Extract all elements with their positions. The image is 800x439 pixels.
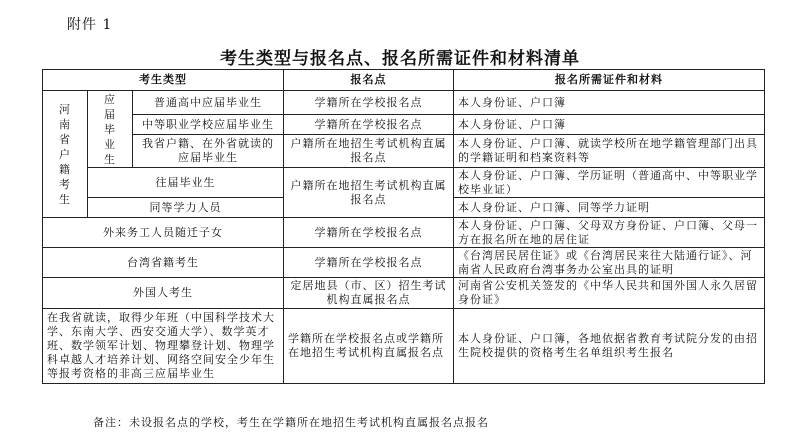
location-cell: 学籍所在学校报名点 [284, 248, 454, 278]
header-materials: 报名所需证件和材料 [454, 70, 765, 91]
table-row [43, 248, 765, 278]
attachment-label: 附件 1 [67, 17, 113, 33]
location-cell: 户籍所在地招生考试机构直属报名点 [284, 168, 454, 218]
table-row [43, 91, 765, 115]
henan-group-label: 河 南 省 户 籍 考 生 [43, 91, 88, 218]
type-cell: 在我省就读，取得少年班（中国科学技术大学、东南大学、西安交通大学）、数学英才班、数学领军计划、物理攀登计划、物理学科卓越人才培养计划、网络空间安全少年生等报考资格的非高三应届毕业生 [43, 309, 284, 384]
type-cell: 普通高中应届毕业生 [133, 91, 284, 115]
location-cell: 学籍所在学校报名点 [284, 91, 454, 115]
type-cell: 外国人考生 [43, 278, 284, 309]
location-cell: 户籍所在地招生考试机构直属报名点 [284, 135, 454, 168]
table-row [43, 168, 765, 198]
location-cell: 学籍所在学校报名点或学籍所在地招生考试机构直属报名点 [284, 309, 454, 384]
materials-cell: 本人身份证、户口簿、父母双方身份证、户口簿、父母一方在报名所在地的居住证 [454, 218, 765, 248]
materials-cell: 本人身份证、户口簿、学历证明（普通高中、中等职业学校毕业证） [454, 168, 765, 198]
header-type: 考生类型 [43, 70, 284, 91]
footnote: 备注：未设报名点的学校，考生在学籍所在地招生考试机构直属报名点报名 [93, 416, 489, 429]
type-cell: 外来务工人员随迁子女 [43, 218, 284, 248]
table-header-row [43, 70, 765, 91]
materials-cell: 本人身份证、户口簿、同等学力证明 [454, 198, 765, 218]
materials-cell: 本人身份证、户口簿 [454, 91, 765, 115]
materials-cell: 本人身份证、户口簿、就读学校所在地学籍管理部门出具的学籍证明和档案资料等 [454, 135, 765, 168]
type-cell: 往届毕业生 [88, 168, 284, 198]
table-row [43, 115, 765, 135]
table-row [43, 135, 765, 168]
materials-cell: 本人身份证、户口簿 [454, 115, 765, 135]
fresh-graduate-group-label: 应 届 毕 业 生 [88, 91, 133, 168]
materials-cell: 河南省公安机关签发的《中华人民共和国外国人永久居留身份证》 [454, 278, 765, 309]
table-row [43, 278, 765, 309]
location-cell: 定居地县（市、区）招生考试机构直属报名点 [284, 278, 454, 309]
materials-cell: 本人身份证、户口簿，各地依据省教育考试院分发的由招生院校提供的资格考生名单组织考生报名 [454, 309, 765, 384]
location-cell: 学籍所在学校报名点 [284, 115, 454, 135]
type-cell: 我省户籍、在外省就读的应届毕业生 [133, 135, 284, 168]
table-row [43, 218, 765, 248]
type-cell: 中等职业学校应届毕业生 [133, 115, 284, 135]
type-cell: 台湾省籍考生 [43, 248, 284, 278]
header-location: 报名点 [284, 70, 454, 91]
materials-cell: 《台湾居民居住证》或《台湾居民来往大陆通行证》、河南省人民政府台湾事务办公室出具的证明 [454, 248, 765, 278]
table-row [43, 309, 765, 384]
document-title: 考生类型与报名点、报名所需证件和材料清单 [220, 49, 580, 69]
location-cell: 学籍所在学校报名点 [284, 218, 454, 248]
requirements-table [42, 69, 765, 384]
type-cell: 同等学力人员 [88, 198, 284, 218]
